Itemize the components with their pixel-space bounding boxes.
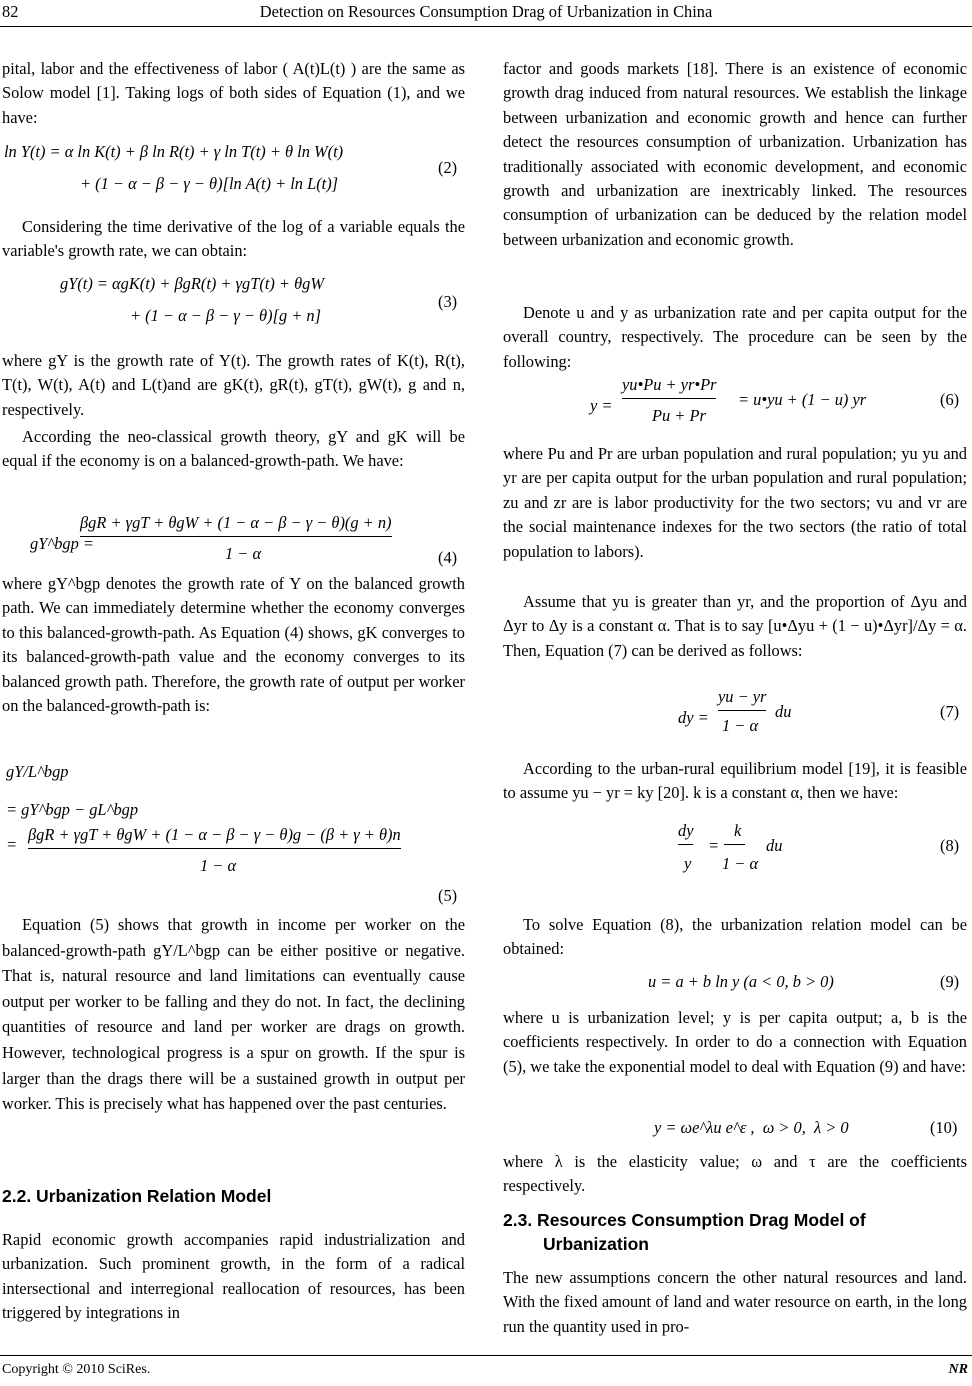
equation-6-rhs: = u•yu + (1 − u) yr: [738, 390, 867, 409]
equation-6-lhs: y =: [590, 396, 613, 415]
equation-7-rhs: du: [775, 702, 792, 721]
equation-8-rhs-numerator: k: [724, 818, 745, 845]
equation-10: y = ωe^λu e^ε , ω > 0, λ > 0: [654, 1118, 849, 1137]
header-rule: [0, 26, 972, 27]
equation-8-eq-sign: =: [708, 836, 720, 855]
equation-number: (4): [438, 548, 458, 567]
journal-abbrev: NR: [948, 1362, 968, 1377]
equation-9: u = a + b ln y (a < 0, b > 0): [648, 972, 834, 991]
equation-2-line1: ln Y(t) = α ln K(t) + β ln R(t) + γ ln T(t) + θ ln W(t): [4, 142, 344, 161]
equation-7-numerator: yu − yr: [718, 684, 766, 711]
paragraph: Denote u and y as urbanization rate and per capita output for the overall country, respectively. The procedure can be seen by the following:: [503, 303, 967, 371]
paragraph: Rapid economic growth accompanies rapid industrialization and urbanization. Such prominent growth, in the form of a radical intersectional and interregional reallocation of resources, has been triggered by integrations in: [2, 1230, 465, 1323]
copyright: Copyright © 2010 SciRes.: [2, 1362, 151, 1377]
paragraph: where λ is the elasticity value; ω and τ are the coefficients respectively.: [503, 1152, 967, 1196]
paragraph: pital, labor and the effectiveness of labor ( A(t)L(t) ) are the same as Solow model [1]. Taking logs of both sides of Equation (1), and we have:: [2, 59, 465, 127]
section-heading: 2.2. Urbanization Relation Model: [2, 1186, 272, 1206]
paragraph: where gY is the growth rate of Y(t). The growth rates of K(t), R(t), T(t), W(t), A(t) and L(t)and are gK(t), gR(t), gT(t), gW(t), g and n, respectively.: [2, 351, 465, 419]
equation-4-denominator: 1 − α: [225, 544, 262, 563]
equation-number: (10): [930, 1118, 958, 1137]
equation-number: (2): [438, 158, 458, 177]
equation-6-denominator: Pu + Pr: [652, 406, 706, 425]
paragraph: Assume that yu is greater than yr, and the proportion of Δyu and Δyr to Δy is a constant α. That is to say [u•Δyu + (1 − u)•Δyr]/Δy = α. Then, Equation (7) can be derived as follows:: [503, 592, 967, 660]
equation-6-numerator: yu•Pu + yr•Pr: [622, 372, 716, 399]
paragraph: The new assumptions concern the other natural resources and land. With the fixed amount of land and water resource on earth, in the long run the quantity used in pro-: [503, 1268, 967, 1336]
equation-5-eq-sign: =: [6, 835, 18, 854]
paragraph: where gY^bgp denotes the growth rate of Y on the balanced growth path. We can immediately determine whether the economy converges to this balanced-growth-path. As Equation (4) shows, gK converges to its balanced-growth-path value and the economy converges to its balanced growth path. Therefore, the growth rate of output per worker on the balanced-growth-path is:: [2, 574, 465, 716]
page-header: [0, 0, 972, 22]
equation-number: (7): [940, 702, 960, 721]
equation-3-line1: gY(t) = αgK(t) + βgR(t) + γgT(t) + θgW: [60, 274, 324, 293]
paragraph: Considering the time derivative of the log of a variable equals the variable's growth rate, we can obtain:: [2, 217, 465, 261]
equation-number: (6): [940, 390, 960, 409]
equation-5-line1: gY/L^bgp: [6, 762, 69, 781]
running-title: Detection on Resources Consumption Drag of Urbanization in China: [259, 2, 713, 21]
paragraph: To solve Equation (8), the urbanization relation model can be obtained:: [503, 915, 967, 959]
equation-8-lhs-denominator: y: [684, 854, 692, 873]
paragraph: where u is urbanization level; y is per capita output; a, b is the coefficients respectively. In order to do a connection with Equation (5), we take the exponential model to deal with Equation (9) and have:: [503, 1008, 967, 1076]
equation-8-rhs: du: [766, 836, 783, 855]
equation-3-line2: + (1 − α − β − γ − θ)[g + n]: [130, 306, 321, 325]
equation-number: (9): [940, 972, 960, 991]
equation-5-numerator: βgR + γgT + θgW + (1 − α − β − γ − θ)g − (β + γ + θ)n: [28, 822, 401, 849]
equation-number: (5): [438, 886, 458, 905]
section-heading-cont: Urbanization: [543, 1234, 649, 1254]
equation-number: (3): [438, 292, 458, 311]
section-heading: 2.3. Resources Consumption Drag Model of: [503, 1210, 866, 1230]
equation-number: (8): [940, 836, 960, 855]
equation-8-rhs-denominator: 1 − α: [722, 854, 759, 873]
footer-rule: [0, 1355, 972, 1356]
paragraph: Equation (5) shows that growth in income per worker on the balanced-growth-path gY/L^bgp can be either positive or negative. That is, natural resource and land limitations can eventually cause output per worker to be falling and they do not. In fact, the declining quantities of resource and land per worker are drags on growth. However, technological progress is a spur on growth. If the spur is larger than the drags there will be a sustained growth in output per worker. This is precisely what has happened over the past centuries.: [2, 915, 465, 1114]
paragraph: where Pu and Pr are urban population and rural population; yu yu and yr are per capita output for the urban population and rural population; zu and zr are is labor productivity for the two sectors; vu and vr are the social maintenance indexes for the two sectors (the ratio of total population to labors).: [503, 444, 967, 561]
page-number: 82: [2, 2, 19, 21]
paragraph: factor and goods markets [18]. There is an existence of economic growth drag induced from natural resources. We establish the linkage between urbanization and economic growth and hence can further detect the resources consumption of urbanization. Urbanization has traditionally associated with economic development, and economic growth and urbanization are inextricably linked. The resources consumption of urbanization can be deduced by the relation model between urbanization and economic growth.: [503, 59, 967, 249]
equation-5-line2: = gY^bgp − gL^bgp: [6, 800, 139, 819]
equation-2-line2: + (1 − α − β − γ − θ)[ln A(t) + ln L(t)]: [80, 174, 339, 193]
equation-4-lhs: gY^bgp =: [30, 534, 94, 553]
equation-7-lhs: dy =: [678, 708, 709, 727]
paragraph: According to the urban-rural equilibrium model [19], it is feasible to assume yu − yr = ky [20]. k is a constant α, then we have:: [503, 759, 967, 803]
equation-5-denominator: 1 − α: [200, 856, 237, 875]
equation-8-lhs-numerator: dy: [678, 818, 693, 845]
equation-7-denominator: 1 − α: [722, 716, 759, 735]
equation-4-numerator: βgR + γgT + θgW + (1 − α − β − γ − θ)(g + n): [80, 510, 392, 537]
paragraph: According the neo-classical growth theory, gY and gK will be equal if the economy is on a balanced-growth-path. We have:: [2, 427, 465, 471]
